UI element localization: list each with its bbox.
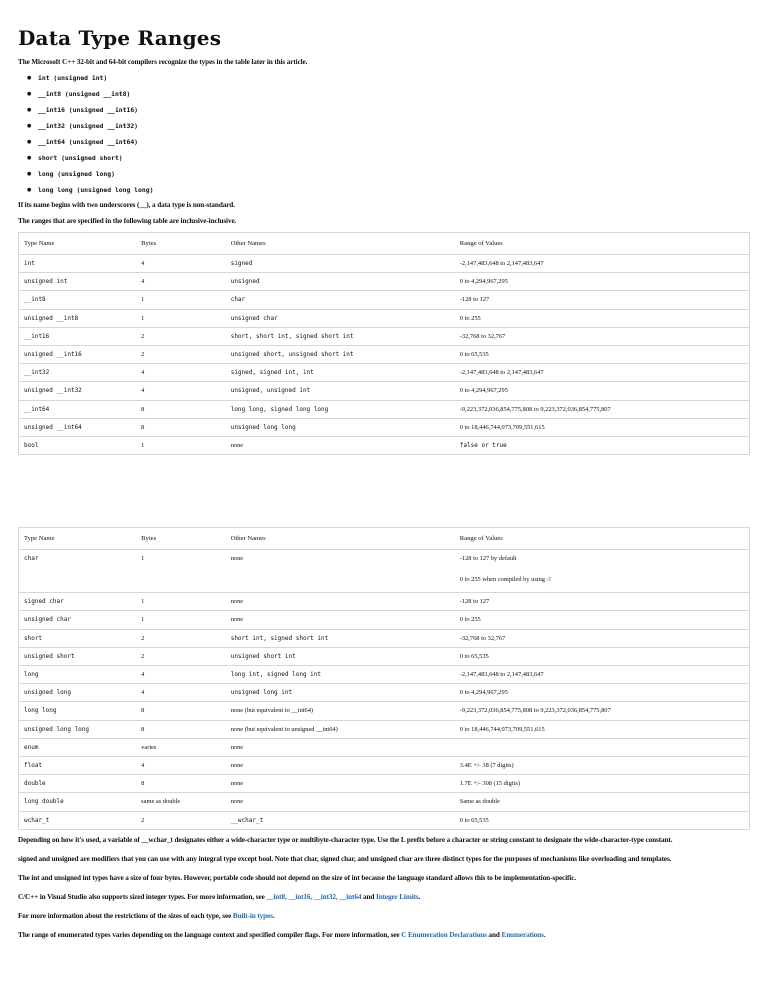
cell-other: none (226, 775, 455, 793)
header-other-names: Other Names (226, 233, 455, 255)
list-item: ● short (unsigned short) (38, 150, 766, 166)
cell-bytes: 8 (136, 418, 226, 436)
cell-type: unsigned int (19, 273, 137, 291)
builtin-note (18, 911, 766, 922)
cell-bytes: 2 (136, 811, 226, 829)
cell-other: unsigned long int (226, 684, 455, 702)
cell-other: none (226, 611, 455, 629)
cell-bytes: 4 (136, 666, 226, 684)
header-other-names: Other Names (226, 528, 455, 550)
header-range: Range of Values (455, 233, 750, 255)
table-row (19, 346, 750, 364)
cell-bytes: 2 (136, 647, 226, 665)
cell-range: false or true (455, 437, 750, 455)
cell-bytes: 1 (136, 611, 226, 629)
cell-range (455, 738, 750, 756)
cell-range: -32,768 to 32,767 (455, 629, 750, 647)
cell-range: Same as double (455, 793, 750, 811)
cell-bytes: 2 (136, 346, 226, 364)
cell-range: -128 to 127 (455, 593, 750, 611)
cell-other: unsigned short int (226, 647, 455, 665)
cell-type: bool (19, 437, 137, 455)
enum-text: The range of enumerated types varies depending on the language context and specified compiler flags. For more information, see (18, 930, 402, 939)
sized-text: C/C++ in Visual Studio also supports sized integer types. For more information, see (18, 892, 267, 901)
cell-other: unsigned short, unsigned short int (226, 346, 455, 364)
table-row (19, 593, 750, 611)
cell-range: 0 to 255 (455, 611, 750, 629)
cell-range (455, 550, 750, 593)
table-row (19, 720, 750, 738)
cell-type: long double (19, 793, 137, 811)
cell-range: 0 to 65,535 (455, 346, 750, 364)
cell-range: 0 to 18,446,744,073,709,551,615 (455, 418, 750, 436)
cell-bytes: 1 (136, 437, 226, 455)
j-option-link[interactable]: /J (546, 576, 551, 584)
table-row (19, 647, 750, 665)
cell-type: unsigned __int16 (19, 346, 137, 364)
cell-type: __int32 (19, 364, 137, 382)
list-item: ● long long (unsigned long long) (38, 182, 766, 198)
cell-other: long long, signed long long (226, 400, 455, 418)
cell-range: 0 to 4,294,967,295 (455, 273, 750, 291)
table-row (19, 291, 750, 309)
table-body (19, 550, 750, 830)
cell-type: signed char (19, 593, 137, 611)
table-row (19, 364, 750, 382)
table-row (19, 611, 750, 629)
cell-bytes: 1 (136, 291, 226, 309)
cell-range: 1.7E +/- 308 (15 digits) (455, 775, 750, 793)
cell-other: none (226, 793, 455, 811)
cell-type: __int16 (19, 327, 137, 345)
cell-range: -128 to 127 (455, 291, 750, 309)
cell-other: unsigned long long (226, 418, 455, 436)
cell-type: __int64 (19, 400, 137, 418)
cell-other: none (226, 550, 455, 593)
cell-bytes: 2 (136, 327, 226, 345)
cell-type: unsigned __int8 (19, 309, 137, 327)
cell-range: 0 to 65,535 (455, 647, 750, 665)
cell-type: wchar_t (19, 811, 137, 829)
table-body (19, 255, 750, 455)
intro-text: The Microsoft C++ 32-bit and 64-bit compilers recognize the types in the table later in this article. (18, 58, 308, 66)
table-row (19, 793, 750, 811)
table-header-row (19, 528, 750, 550)
cell-type: short (19, 629, 137, 647)
sized-types-link[interactable]: __int8, __int16, __int32, __int64 (266, 892, 362, 901)
cell-other: __wchar_t (226, 811, 455, 829)
cell-type: unsigned char (19, 611, 137, 629)
cell-bytes: 4 (136, 684, 226, 702)
cell-range: -2,147,483,648 to 2,147,483,647 (455, 364, 750, 382)
cell-range: -2,147,483,648 to 2,147,483,647 (455, 666, 750, 684)
builtin-text: For more information about the restrictions of the sizes of each type, see (18, 911, 233, 920)
table-header-row (19, 233, 750, 255)
page-title: Data Type Ranges (18, 26, 222, 50)
fundamental-types-table (18, 527, 750, 830)
cell-bytes: 4 (136, 364, 226, 382)
list-item: ● int (unsigned int) (38, 70, 766, 86)
wchar-note: Depending on how it's used, a variable of __wchar_t designates either a wide-character type or multibyte-character type. Use the L prefix before a character or string constant to designate the wide-character-type constant. (18, 835, 673, 844)
table-row (19, 418, 750, 436)
cell-type: char (19, 550, 137, 593)
table-row (19, 738, 750, 756)
cell-type: unsigned long long (19, 720, 137, 738)
enum-note (18, 930, 766, 941)
signed-note: signed and unsigned are modifiers that you can use with any integral type except bool. Note that char, signed char, and unsigned char are three distinct types for the purposes of mechanisms like overloading and templates. (18, 854, 672, 863)
cell-other: long int, signed long int (226, 666, 455, 684)
list-item: ● long (unsigned long) (38, 166, 766, 182)
table-row (19, 550, 750, 593)
header-bytes: Bytes (136, 528, 226, 550)
cell-type: long long (19, 702, 137, 720)
builtin-period: . (272, 911, 275, 920)
cell-other: none (226, 593, 455, 611)
cell-range: 0 to 255 (455, 309, 750, 327)
enum-and: and (486, 930, 502, 939)
cell-range: 0 to 65,535 (455, 811, 750, 829)
cell-other: signed, signed int, int (226, 364, 455, 382)
integral-types-table (18, 232, 750, 455)
cell-range: 0 to 4,294,967,295 (455, 684, 750, 702)
cell-bytes: 1 (136, 593, 226, 611)
table-row (19, 684, 750, 702)
cell-other: unsigned, unsigned int (226, 382, 455, 400)
cell-other: none (but equivalent to __int64) (226, 702, 455, 720)
cell-bytes: same as double (136, 793, 226, 811)
enumerations-link[interactable]: Enumerations (501, 930, 544, 939)
integer-limits-link[interactable]: Integer Limits (376, 892, 419, 901)
header-type-name: Type Name (19, 233, 137, 255)
cell-bytes: 8 (136, 702, 226, 720)
cell-bytes: 8 (136, 400, 226, 418)
cell-bytes: 4 (136, 255, 226, 273)
table-row (19, 400, 750, 418)
sized-note (18, 892, 766, 903)
cell-bytes: 1 (136, 550, 226, 593)
header-type-name: Type Name (19, 528, 137, 550)
cell-type: double (19, 775, 137, 793)
cell-range: -32,768 to 32,767 (455, 327, 750, 345)
list-item: ● __int8 (unsigned __int8) (38, 86, 766, 102)
cell-other: unsigned (226, 273, 455, 291)
table-row (19, 327, 750, 345)
cell-bytes: 4 (136, 382, 226, 400)
table-row (19, 629, 750, 647)
table-row (19, 273, 750, 291)
table-row (19, 702, 750, 720)
cell-range: 0 to 18,446,744,073,709,551,615 (455, 720, 750, 738)
table-row (19, 309, 750, 327)
header-range: Range of Values (455, 528, 750, 550)
list-item: ● __int16 (unsigned __int16) (38, 102, 766, 118)
cell-type: unsigned long (19, 684, 137, 702)
cell-type: unsigned __int64 (19, 418, 137, 436)
enum-period: . (543, 930, 546, 939)
type-list (18, 70, 766, 198)
range-default: -128 to 127 by default (459, 555, 517, 563)
cell-range: -9,223,372,036,854,775,808 to 9,223,372,036,854,775,807 (455, 400, 750, 418)
sized-and: and (361, 892, 377, 901)
builtin-types-link[interactable]: Built-in types (232, 911, 273, 920)
sized-period: . (418, 892, 421, 901)
cell-type: enum (19, 738, 137, 756)
table-row (19, 775, 750, 793)
cell-type: float (19, 757, 137, 775)
header-bytes: Bytes (136, 233, 226, 255)
cell-type: __int8 (19, 291, 137, 309)
cell-other: unsigned char (226, 309, 455, 327)
cell-other: char (226, 291, 455, 309)
cell-other: none (but equivalent to unsigned __int64) (226, 720, 455, 738)
nonstandard-note: If its name begins with two underscores (__), a data type is non-standard. (18, 201, 235, 209)
footer-notes (18, 835, 766, 941)
table-row (19, 757, 750, 775)
table-row (19, 811, 750, 829)
cell-bytes: 1 (136, 309, 226, 327)
int-note: The int and unsigned int types have a size of four bytes. However, portable code should not depend on the size of int because the language standard allows this to be implementation-specific. (18, 873, 577, 882)
cell-bytes: 4 (136, 273, 226, 291)
cell-range: -9,223,372,036,854,775,808 to 9,223,372,036,854,775,807 (455, 702, 750, 720)
list-item: ● __int64 (unsigned __int64) (38, 134, 766, 150)
cell-type: unsigned short (19, 647, 137, 665)
cell-other: none (226, 437, 455, 455)
cell-bytes: 8 (136, 720, 226, 738)
table-row (19, 255, 750, 273)
cell-type: long (19, 666, 137, 684)
c-enum-link[interactable]: C Enumeration Declarations (401, 930, 487, 939)
range-compiled (460, 567, 744, 592)
cell-other: none (226, 738, 455, 756)
cell-other: signed (226, 255, 455, 273)
cell-type: unsigned __int32 (19, 382, 137, 400)
cell-other: short int, signed short int (226, 629, 455, 647)
cell-bytes: 2 (136, 629, 226, 647)
table-row (19, 382, 750, 400)
cell-bytes: 4 (136, 757, 226, 775)
cell-range: 3.4E +/- 38 (7 digits) (455, 757, 750, 775)
table-row (19, 437, 750, 455)
cell-range: -2,147,483,648 to 2,147,483,647 (455, 255, 750, 273)
cell-bytes: 8 (136, 775, 226, 793)
cell-bytes: varies (136, 738, 226, 756)
table-row (19, 666, 750, 684)
cell-type: int (19, 255, 137, 273)
cell-other: short, short int, signed short int (226, 327, 455, 345)
inclusive-note: The ranges that are specified in the following table are inclusive-inclusive. (18, 217, 237, 225)
range-compiled-text: 0 to 255 when compiled by using (459, 576, 547, 584)
cell-other: none (226, 757, 455, 775)
list-item: ● __int32 (unsigned __int32) (38, 118, 766, 134)
cell-range: 0 to 4,294,967,295 (455, 382, 750, 400)
